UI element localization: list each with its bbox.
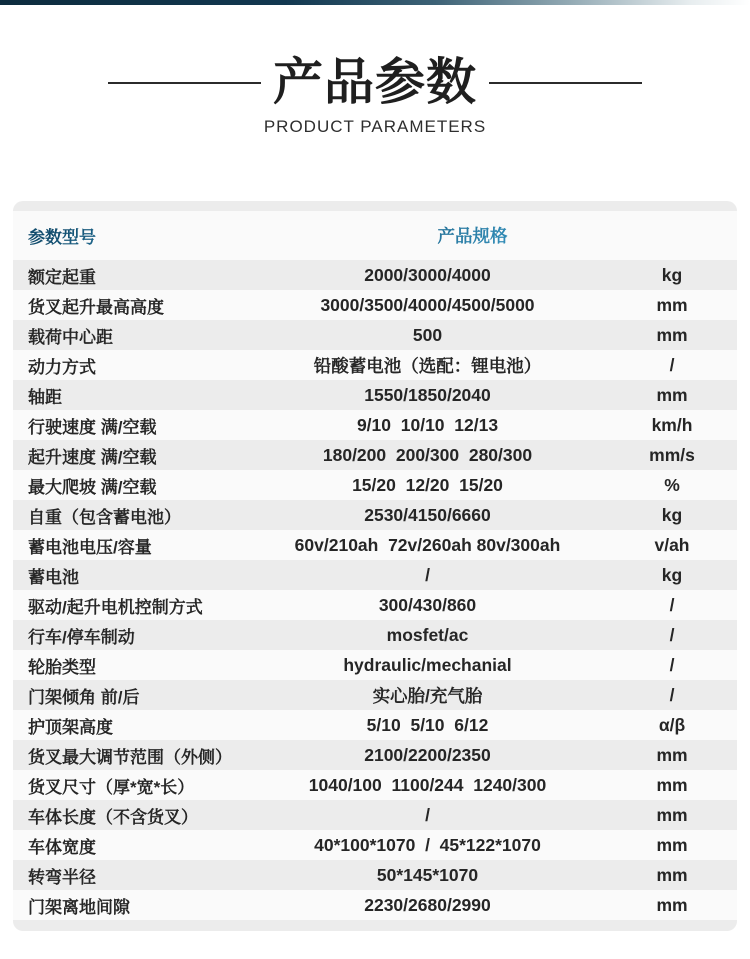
- row-value: hydraulic/mechanial: [343, 654, 512, 675]
- table-row: [13, 410, 737, 440]
- row-value: 9/10 10/10 12/13: [356, 414, 499, 435]
- table-body: [13, 260, 737, 920]
- row-label: 货叉尺寸（厚*宽*长）: [28, 777, 195, 797]
- row-value: 60v/210ah 72v/260ah 80v/300ah: [294, 534, 561, 555]
- row-label: 载荷中心距: [28, 327, 113, 347]
- row-label: 行驶速度 满/空载: [28, 417, 157, 437]
- row-label: 蓄电池: [28, 567, 79, 587]
- table-row: [13, 890, 737, 920]
- row-unit: v/ah: [654, 534, 690, 555]
- row-unit: mm: [656, 744, 688, 765]
- row-unit: /: [669, 594, 675, 615]
- table-row: [13, 470, 737, 500]
- row-value: 500: [412, 324, 443, 345]
- row-unit: mm: [656, 774, 688, 795]
- row-value: /: [425, 564, 430, 585]
- table-row: [13, 830, 737, 860]
- row-value: 1040/100 1100/244 1240/300: [308, 774, 547, 795]
- row-label: 起升速度 满/空载: [28, 447, 157, 467]
- table-row: [13, 800, 737, 830]
- row-value: 5/10 5/10 6/12: [366, 714, 489, 735]
- spec-column-header: 产品规格: [248, 223, 607, 248]
- row-value: 铅酸蓄电池（选配：锂电池）: [313, 355, 542, 376]
- table-row: [13, 740, 737, 770]
- row-value: 50*145*1070: [376, 864, 479, 885]
- table-row: [13, 560, 737, 590]
- row-unit: %: [664, 474, 680, 495]
- row-unit: mm: [656, 804, 688, 825]
- row-label: 轴距: [28, 387, 62, 407]
- table-row: [13, 590, 737, 620]
- row-label: 蓄电池电压/容量: [28, 537, 152, 557]
- row-value: 2530/4150/6660: [364, 504, 491, 525]
- parameters-panel: [13, 201, 737, 931]
- row-unit: kg: [661, 564, 683, 585]
- param-column-header: 参数型号: [13, 223, 248, 248]
- row-label: 车体宽度: [28, 837, 96, 857]
- title-right-line: [489, 82, 642, 84]
- row-value: 实心胎/充气胎: [372, 685, 483, 706]
- row-unit: /: [669, 654, 675, 675]
- title-left-line: [108, 82, 261, 84]
- row-label: 门架离地间隙: [28, 897, 130, 917]
- title-row: [0, 55, 750, 110]
- table-row: [13, 710, 737, 740]
- table-row: [13, 620, 737, 650]
- row-label: 动力方式: [28, 357, 96, 377]
- row-value: /: [425, 804, 430, 825]
- row-label: 驱动/起升电机控制方式: [28, 597, 203, 617]
- row-value: 15/20 12/20 15/20: [352, 474, 503, 495]
- row-value: 2100/2200/2350: [364, 744, 491, 765]
- row-value: 2230/2680/2990: [364, 894, 491, 915]
- row-unit: mm: [656, 894, 688, 915]
- row-label: 护顶架高度: [28, 717, 113, 737]
- row-unit: /: [669, 354, 675, 375]
- table-row: [13, 350, 737, 380]
- table-row: [13, 860, 737, 890]
- row-label: 自重（包含蓄电池）: [28, 507, 181, 527]
- row-label: 额定起重: [28, 267, 96, 287]
- row-label: 车体长度（不含货叉）: [28, 807, 198, 827]
- row-label: 货叉起升最高高度: [28, 297, 164, 317]
- row-unit: α/β: [658, 714, 686, 735]
- table-row: [13, 260, 737, 290]
- row-unit: mm: [656, 324, 688, 345]
- row-unit: /: [669, 684, 675, 705]
- row-unit: mm: [656, 294, 688, 315]
- page-title: 产品参数: [273, 54, 477, 110]
- row-label: 最大爬坡 满/空载: [28, 477, 157, 497]
- row-value: 180/200 200/300 280/300: [322, 444, 533, 465]
- row-unit: /: [669, 624, 675, 645]
- row-value: 3000/3500/4000/4500/5000: [320, 294, 535, 315]
- row-value: mosfet/ac: [386, 624, 469, 645]
- table-row: [13, 680, 737, 710]
- table-row: [13, 320, 737, 350]
- row-label: 轮胎类型: [28, 657, 96, 677]
- table-header-row: [13, 211, 737, 260]
- row-unit: kg: [661, 264, 683, 285]
- row-label: 货叉最大调节范围（外侧）: [28, 747, 232, 767]
- table-row: [13, 530, 737, 560]
- table-row: [13, 290, 737, 320]
- row-label: 门架倾角 前/后: [28, 687, 140, 707]
- table-row: [13, 500, 737, 530]
- table-row: [13, 770, 737, 800]
- row-unit: mm: [656, 834, 688, 855]
- table-row: [13, 380, 737, 410]
- row-unit: mm: [656, 864, 688, 885]
- page-subtitle: PRODUCT PARAMETERS: [263, 117, 487, 136]
- row-value: 1550/1850/2040: [364, 384, 491, 405]
- row-label: 转弯半径: [28, 867, 96, 887]
- row-unit: kg: [661, 504, 683, 525]
- row-unit: mm/s: [649, 444, 695, 465]
- section-header: [0, 5, 750, 137]
- table-row: [13, 650, 737, 680]
- row-label: 行车/停车制动: [28, 627, 135, 647]
- table-row: [13, 440, 737, 470]
- row-value: 2000/3000/4000: [364, 264, 491, 285]
- row-unit: km/h: [651, 414, 693, 435]
- row-unit: mm: [656, 384, 688, 405]
- row-value: 40*100*1070 / 45*122*1070: [314, 834, 541, 855]
- row-value: 300/430/860: [378, 594, 477, 615]
